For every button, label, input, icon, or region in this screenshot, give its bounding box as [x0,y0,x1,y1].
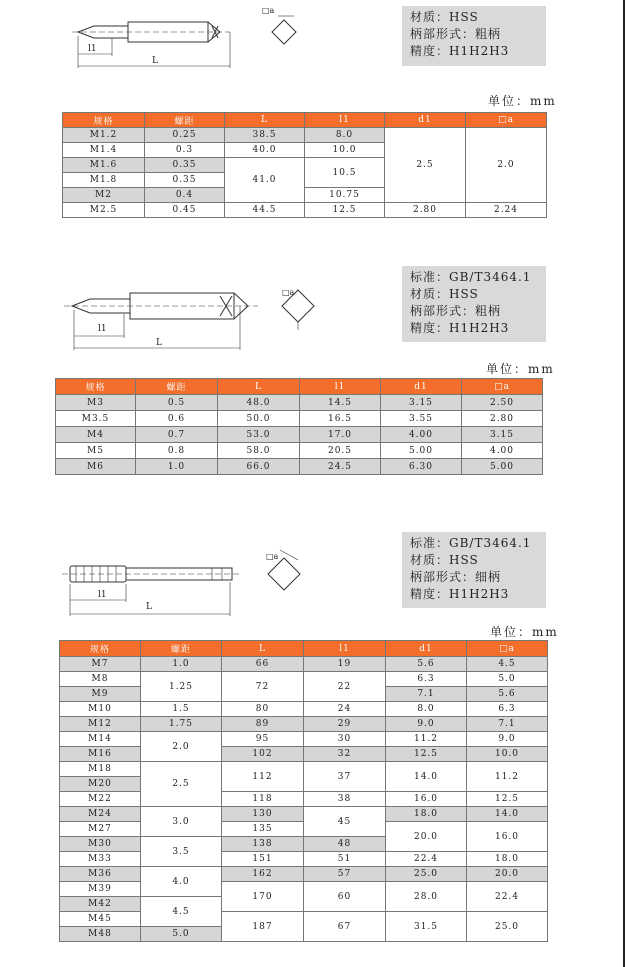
table-cell: 22.4 [386,852,467,867]
drawing-label-l1: l1 [98,590,107,600]
table-cell: M10 [60,702,141,717]
spec-line: 材质：HSS [410,553,479,567]
table-cell: 18.0 [386,807,467,822]
table-cell: 2.80 [462,411,543,427]
table-cell: M2 [63,188,145,203]
table-cell: 10.5 [305,158,385,188]
table-cell: 20.0 [467,867,548,882]
table-cell: M9 [60,687,141,702]
table-cell: M8 [60,672,141,687]
header-cell: L [218,379,300,395]
spec-box-1 [402,6,546,66]
table-cell: 25.0 [386,867,467,882]
table-cell: 22 [304,672,386,702]
table-cell: M45 [60,912,141,927]
table-cell: 1.5 [141,702,222,717]
header-cell: □a [466,113,547,128]
table-cell: 95 [222,732,304,747]
table-cell: 5.00 [462,459,543,475]
table-cell: 66 [222,657,304,672]
tap-drawing-2 [64,284,340,356]
header-cell: 规格 [63,113,145,128]
table-cell: 38.5 [225,128,305,143]
table-cell: 3.5 [141,837,222,867]
table-cell: 72 [222,672,304,702]
table-cell: 12.5 [467,792,548,807]
table-cell: 0.3 [145,143,225,158]
header-cell: 螺距 [145,113,225,128]
table-cell: 16.5 [300,411,381,427]
header-cell: 规格 [56,379,136,395]
spec-line: 标准：GB/T3464.1 [410,270,532,284]
table-cell: 9.0 [467,732,548,747]
table-cell: 20.5 [300,443,381,459]
table-cell: 138 [222,837,304,852]
table-cell: 5.0 [141,927,222,942]
table-cell: 118 [222,792,304,807]
table-cell: 112 [222,762,304,792]
table-cell: 0.4 [145,188,225,203]
table-cell: 170 [222,882,304,912]
table-cell: 10.75 [305,188,385,203]
table-cell: M16 [60,747,141,762]
drawing-label-a: □a [262,6,275,15]
table-cell: 31.5 [386,912,467,942]
table-cell: 53.0 [218,427,300,443]
table-cell: 4.5 [467,657,548,672]
table-cell: 14.5 [300,395,381,411]
drawing-label-l1: l1 [88,44,97,54]
drawing-label-L: L [156,338,162,348]
table-cell: M33 [60,852,141,867]
spec-line: 精度：H1H2H3 [410,321,510,335]
table-cell: 29 [304,717,386,732]
table-cell: 50.0 [218,411,300,427]
table-cell: 7.1 [386,687,467,702]
table-cell: 2.0 [141,732,222,762]
table-cell: M5 [56,443,136,459]
table-cell: 0.5 [136,395,218,411]
header-cell: □a [467,641,548,657]
table-cell: 10.0 [305,143,385,158]
table-cell: 44.5 [225,203,305,218]
table-cell: 187 [222,912,304,942]
table-cell: M1.6 [63,158,145,173]
table-cell: 60 [304,882,386,912]
table-cell: M20 [60,777,141,792]
table-cell: M1.4 [63,143,145,158]
table-cell: 30 [304,732,386,747]
header-cell: 螺距 [141,641,222,657]
table-cell: 32 [304,747,386,762]
table-cell: 2.50 [462,395,543,411]
spec-line: 柄部形式：粗柄 [410,304,502,318]
table-cell: 1.0 [141,657,222,672]
table-cell: 38 [304,792,386,807]
table-cell: 66.0 [218,459,300,475]
table-cell: 45 [304,807,386,837]
table-cell: 11.2 [386,732,467,747]
header-cell: l1 [305,113,385,128]
table-cell: 48 [304,837,386,852]
table-cell: 1.75 [141,717,222,732]
table-cell: 0.45 [145,203,225,218]
table-cell: 22.4 [467,882,548,912]
table-cell: 25.0 [467,912,548,942]
table-cell: M30 [60,837,141,852]
table-cell: 18.0 [467,852,548,867]
table-cell: M3.5 [56,411,136,427]
table-cell: 20.0 [386,822,467,852]
table-cell: 57 [304,867,386,882]
header-cell: 规格 [60,641,141,657]
table-cell: 11.2 [467,762,548,792]
table-cell: 24.5 [300,459,381,475]
header-cell: d1 [385,113,466,128]
table-cell: 37 [304,762,386,792]
tap-drawing-3 [62,546,318,620]
header-cell: l1 [304,641,386,657]
table-cell: 14.0 [386,762,467,792]
table-cell: 1.0 [136,459,218,475]
table-cell: 12.5 [386,747,467,762]
table-cell: 102 [222,747,304,762]
table-cell: 3.55 [381,411,462,427]
table-cell: 0.7 [136,427,218,443]
table-cell: 5.6 [467,687,548,702]
table-cell: M48 [60,927,141,942]
table-cell: M2.5 [63,203,145,218]
header-cell: 螺距 [136,379,218,395]
spec-line: 精度：H1H2H3 [410,44,510,58]
spec-table-2 [55,378,543,475]
table-cell: 80 [222,702,304,717]
table-cell: 5.00 [381,443,462,459]
table-cell: 6.3 [386,672,467,687]
spec-line: 标准：GB/T3464.1 [410,536,532,550]
spec-table-3 [59,640,548,942]
table-cell: 4.00 [462,443,543,459]
table-cell: 7.1 [467,717,548,732]
spec-line: 柄部形式：粗柄 [410,27,502,41]
table-cell: 4.5 [141,897,222,927]
table-cell: 2.0 [466,128,547,203]
table-cell: 40.0 [225,143,305,158]
table-cell: 14.0 [467,807,548,822]
table-cell: 3.15 [462,427,543,443]
drawing-label-L: L [146,602,152,612]
header-cell: L [222,641,304,657]
table-cell: 19 [304,657,386,672]
table-cell: 28.0 [386,882,467,912]
unit-label-3: 单位：mm [490,625,559,639]
table-cell: M1.2 [63,128,145,143]
table-cell: 2.5 [385,128,466,203]
table-cell: M22 [60,792,141,807]
header-cell: l1 [300,379,381,395]
unit-label-1: 单位：mm [488,94,557,108]
header-cell: L [225,113,305,128]
spec-box-2 [402,266,546,342]
table-cell: M39 [60,882,141,897]
spec-line: 材质：HSS [410,287,479,301]
table-cell: 8.0 [386,702,467,717]
table-cell: 48.0 [218,395,300,411]
table-cell: 12.5 [305,203,385,218]
spec-line: 材质：HSS [410,10,479,24]
table-cell: 2.24 [466,203,547,218]
drawing-label-L: L [152,56,158,66]
table-cell: M36 [60,867,141,882]
spec-line: 柄部形式：细柄 [410,570,502,584]
table-cell: 4.00 [381,427,462,443]
drawing-label-a: □a [282,288,295,297]
table-cell: 41.0 [225,158,305,203]
table-cell: 0.35 [145,173,225,188]
table-cell: 10.0 [467,747,548,762]
table-cell: 16.0 [467,822,548,852]
table-cell: 0.6 [136,411,218,427]
table-cell: M7 [60,657,141,672]
table-cell: M3 [56,395,136,411]
table-cell: 0.35 [145,158,225,173]
table-cell: M27 [60,822,141,837]
table-cell: M14 [60,732,141,747]
header-cell: □a [462,379,543,395]
table-cell: 5.6 [386,657,467,672]
table-cell: 2.5 [141,762,222,807]
table-cell: M18 [60,762,141,777]
tap-drawing-1 [72,6,312,72]
table-cell: 51 [304,852,386,867]
table-cell: 1.25 [141,672,222,702]
table-cell: 24 [304,702,386,717]
drawing-label-a: □a [266,552,279,561]
table-cell: 2.80 [385,203,466,218]
table-cell: 67 [304,912,386,942]
table-cell: 0.25 [145,128,225,143]
drawing-label-l1: l1 [98,324,107,334]
table-cell: 8.0 [305,128,385,143]
table-cell: 9.0 [386,717,467,732]
table-cell: M1.8 [63,173,145,188]
header-cell: d1 [381,379,462,395]
table-cell: M4 [56,427,136,443]
table-cell: 3.0 [141,807,222,837]
table-cell: M42 [60,897,141,912]
table-cell: 16.0 [386,792,467,807]
table-cell: 3.15 [381,395,462,411]
table-cell: 0.8 [136,443,218,459]
table-cell: 5.0 [467,672,548,687]
table-cell: M6 [56,459,136,475]
header-cell: d1 [386,641,467,657]
table-cell: 6.3 [467,702,548,717]
table-cell: 17.0 [300,427,381,443]
table-cell: 4.0 [141,867,222,897]
table-cell: 135 [222,822,304,837]
spec-line: 精度：H1H2H3 [410,587,510,601]
table-cell: 130 [222,807,304,822]
table-cell: M12 [60,717,141,732]
table-cell: 89 [222,717,304,732]
table-cell: 6.30 [381,459,462,475]
table-cell: 151 [222,852,304,867]
unit-label-2: 单位：mm [486,362,555,376]
table-cell: M24 [60,807,141,822]
spec-table-1 [62,112,547,218]
table-cell: 58.0 [218,443,300,459]
table-cell: 162 [222,867,304,882]
spec-box-3 [402,532,546,608]
